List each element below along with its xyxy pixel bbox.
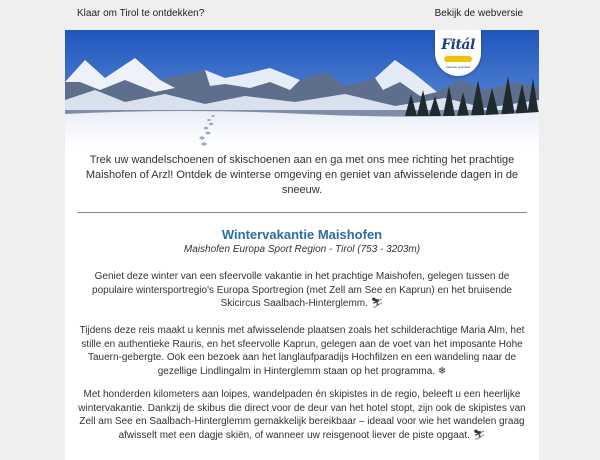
article-paragraph-3: Met honderden kilometers aan loipes, wandelpaden én skipistes in de regio, beleeft u een heerlijke wintervakantie. Dankzij de skibus die direct voor de deur van het hotel stopt, zijn ook de skipistes van Zell am See en Saalbach-Hinterglemm gemakkelijk bereikbaar – ideaal voor wie het wandelen graag afwisselt met een dagje skiën, of wanneer uw reisgenoot liever de piste opgaat. ⛷ [78, 389, 526, 441]
email-card [65, 30, 539, 460]
article-title: Wintervakantie Maishofen [221, 227, 383, 242]
fital-logo[interactable] [435, 30, 481, 76]
view-web-version-link[interactable]: Bekijk de webversie [434, 8, 523, 19]
preheader-bar [0, 0, 600, 28]
article-paragraph-2: Tijdens deze reis maakt u kennis met afwisselende plaatsen zoals het schilderachtige Maria Alm, het stille en authentieke Rauris, en het sfeervolle Kaprun, gelegen aan de voet van het imposante Hohe Tauern-gebergte. Ook een bezoek aan het langlaufparadijs Hochfilzen en een wandeling naar de gezellige Lindlingalm in Hinterglemm staan op het programma. ❄ [79, 325, 525, 377]
intro-text: Trek uw wandelschoenen of skischoenen aan en ga met ons mee richting het prachtige Maishofen of Arzl! Ontdek de winterse omgeving en geniet van afwisselende dagen in de sneeuw. [85, 154, 519, 196]
article-subtitle: Maishofen Europa Sport Region - Tirol (753 - 3203m) [183, 244, 421, 255]
article-paragraph-1: Geniet deze winter van een sfeervolle vakantie in het prachtige Maishofen, gelegen tussen de populaire wintersportregio's Europa Sportregion (met Zell am See en Kaprun) en het bruisende Skicircus Saalbach-Hinterglemm. ⛷ [92, 271, 512, 309]
preheader-text: Klaar om Tirol te ontdekken? [77, 8, 205, 19]
logo-tagline: vakantie specialist [445, 65, 471, 69]
logo-wordmark: Fitál [441, 37, 475, 53]
hero-image [65, 30, 539, 147]
section-divider [77, 212, 527, 213]
logo-swoosh-icon [444, 56, 472, 62]
